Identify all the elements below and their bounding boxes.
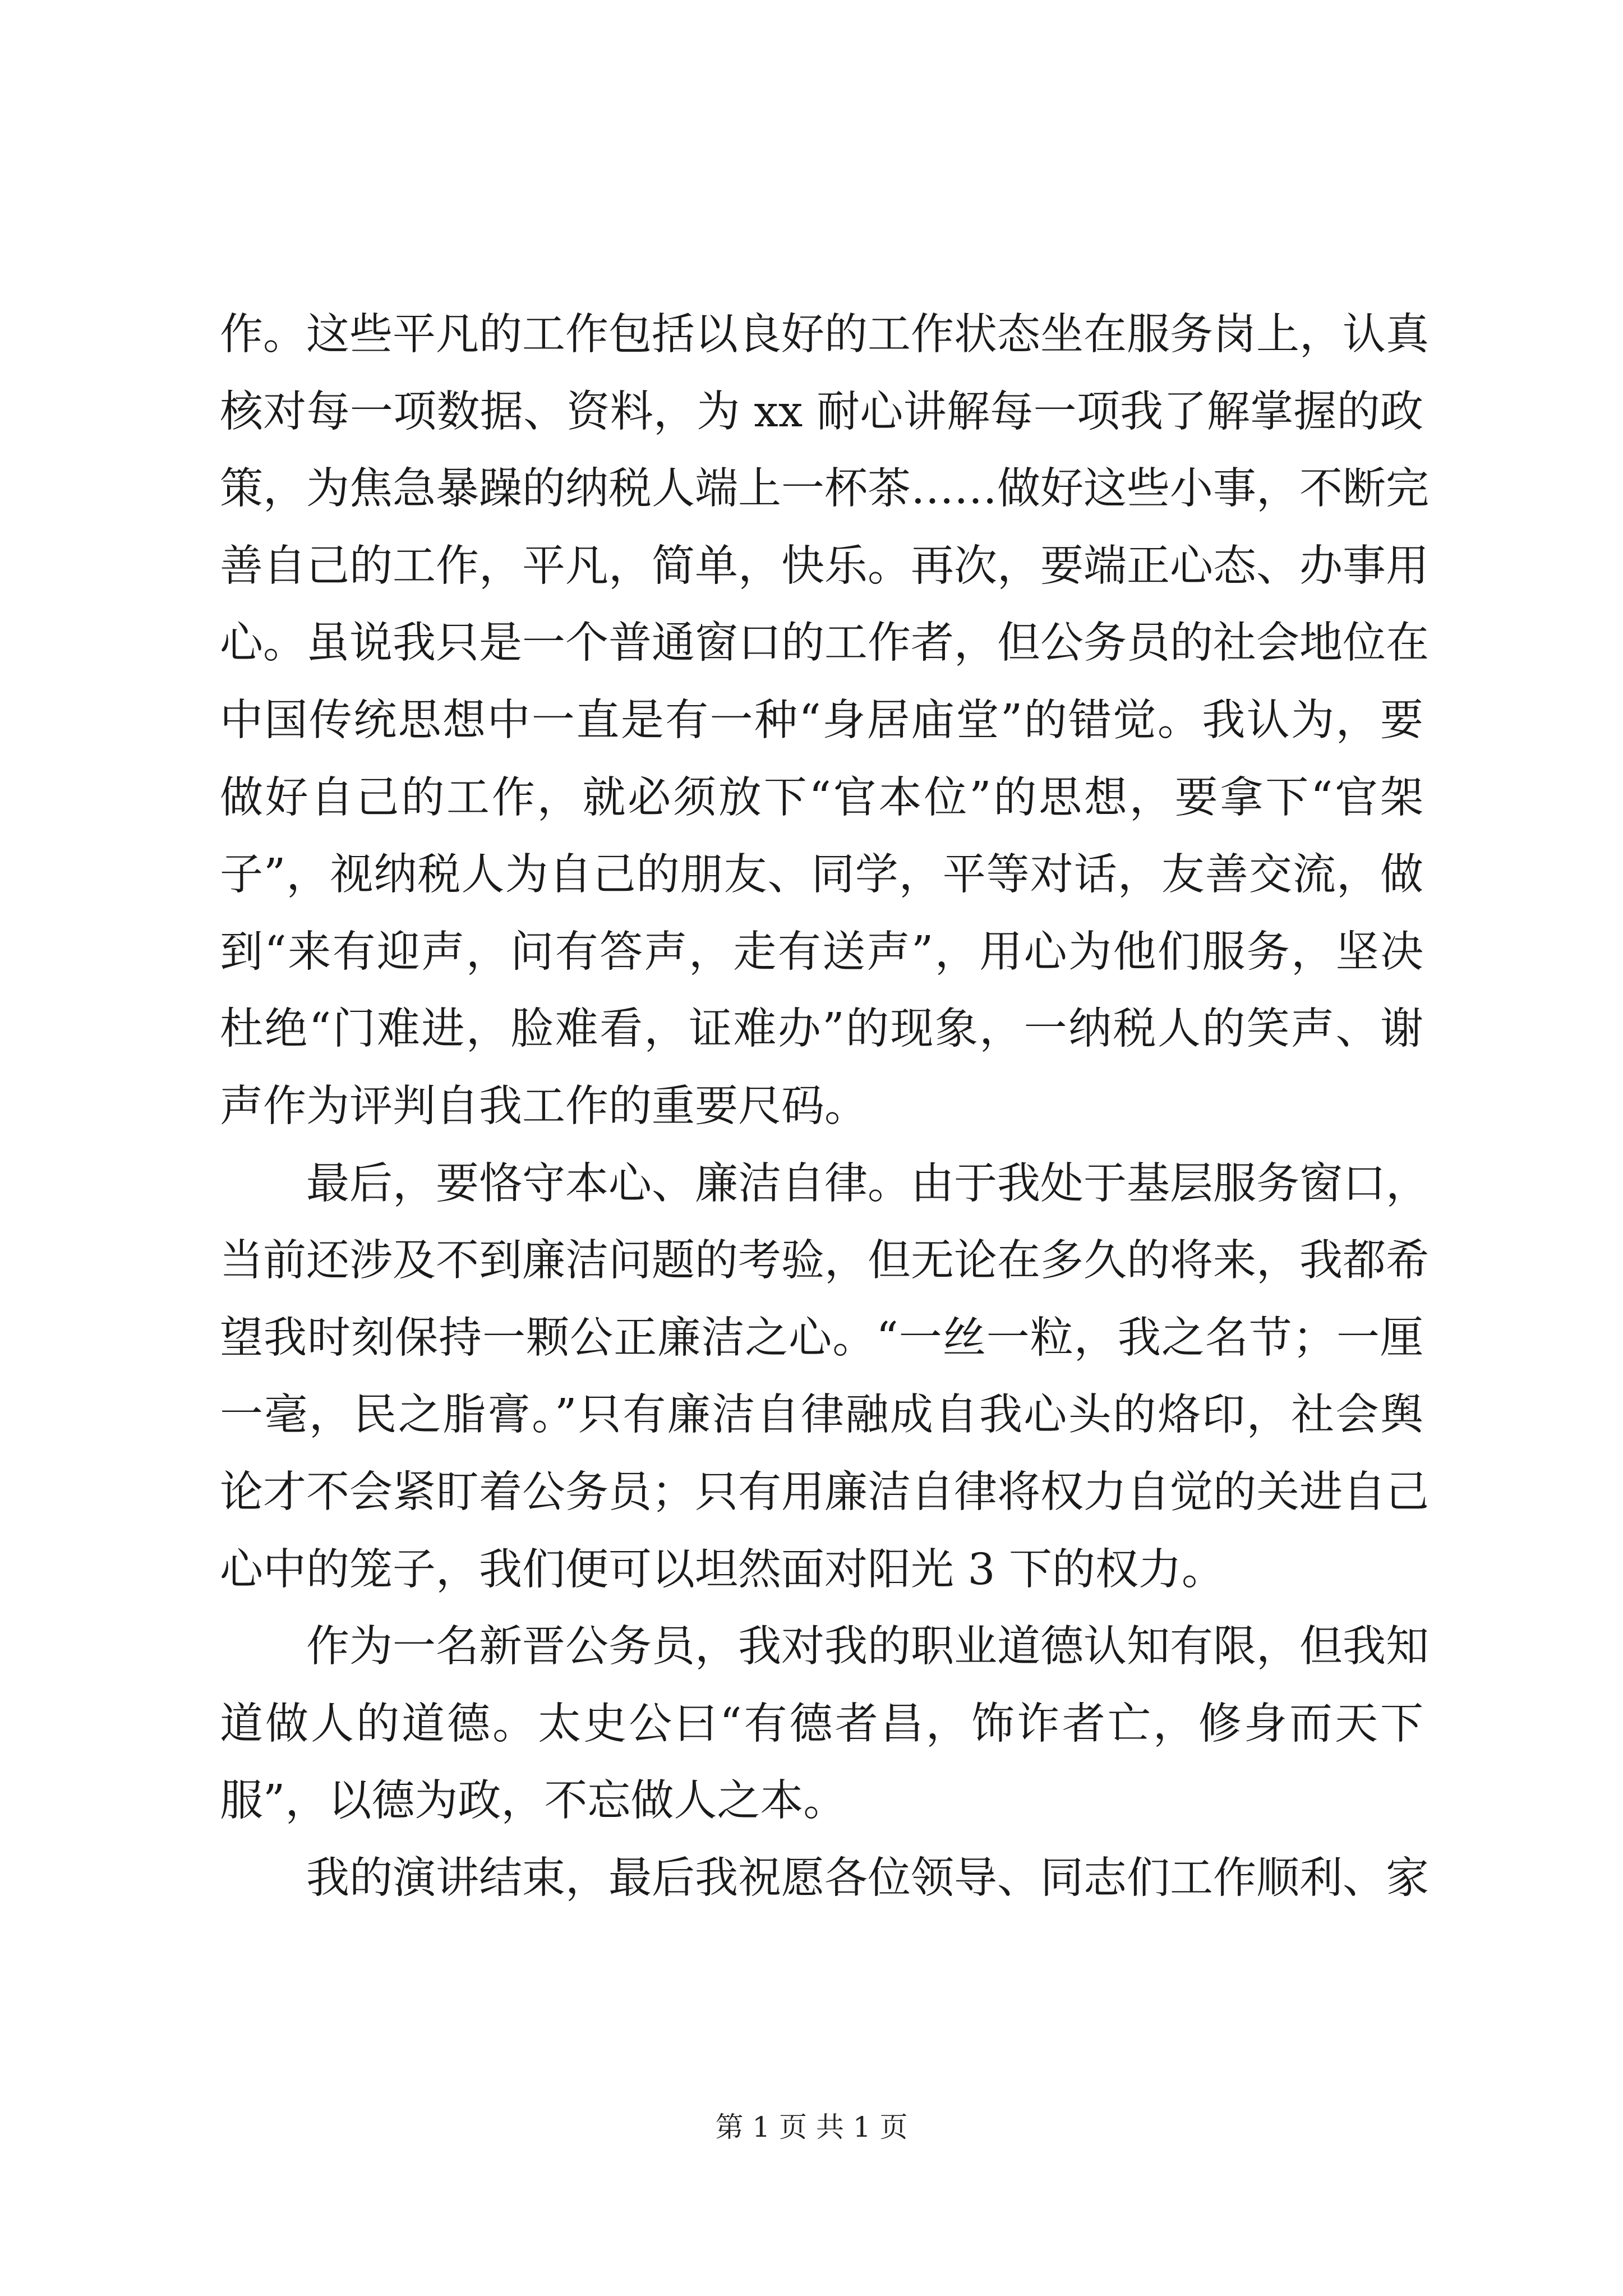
- text-line: 望我时刻保持一颗公正廉洁之心。“一丝一粒，我之名节；一厘: [220, 1313, 1423, 1363]
- text-line: 心中的笼子，我们便可以坦然面对阳光 3 下的权力。: [220, 1544, 1225, 1595]
- paragraph-first-line: 最后，要恪守本心、廉洁自律。由于我处于基层服务窗口，: [306, 1158, 1429, 1209]
- text-line: 策，为焦急暴躁的纳税人端上一杯茶……做好这些小事，不断完: [220, 464, 1429, 514]
- document-body: [220, 296, 1429, 1917]
- text-line: 做好自己的工作，就必须放下“官本位”的思想，要拿下“官架: [220, 772, 1423, 823]
- text-line: 一毫，民之脂膏。”只有廉洁自律融成自我心头的烙印，社会舆: [220, 1390, 1423, 1441]
- page-footer: 第 1 页 共 1 页: [715, 2111, 908, 2143]
- text-line: 道做人的道德。太史公曰“有德者昌，饰诈者亡，修身而天下: [220, 1699, 1423, 1749]
- text-line: 当前还涉及不到廉洁问题的考验，但无论在多久的将来，我都希: [220, 1236, 1429, 1286]
- text-line: 服”，以德为政，不忘做人之本。: [220, 1776, 847, 1826]
- text-line: 到“来有迎声，问有答声，走有送声”，用心为他们服务，坚决: [220, 927, 1423, 977]
- paragraph-first-line: 我的演讲结束，最后我祝愿各位领导、同志们工作顺利、家: [306, 1853, 1429, 1903]
- text-line: 核对每一项数据、资料，为 xx 耐心讲解每一项我了解掌握的政: [220, 386, 1423, 437]
- paragraph-first-line: 作为一名新晋公务员，我对我的职业道德认知有限，但我知: [306, 1622, 1429, 1672]
- text-line: 作。这些平凡的工作包括以良好的工作状态坐在服务岗上，认真: [220, 310, 1429, 360]
- text-line: 心。虽说我只是一个普通窗口的工作者，但公务员的社会地位在: [220, 618, 1429, 669]
- text-line: 子”，视纳税人为自己的朋友、同学，平等对话，友善交流，做: [220, 850, 1423, 900]
- text-line: 善自己的工作，平凡，简单，快乐。再次，要端正心态、办事用: [220, 541, 1429, 591]
- text-line: 中国传统思想中一直是有一种“身居庙堂”的错觉。我认为，要: [220, 695, 1423, 746]
- text-line: 杜绝“门难进，脸难看，证难办”的现象，一纳税人的笑声、谢: [220, 1004, 1423, 1055]
- text-line: 论才不会紧盯着公务员；只有用廉洁自律将权力自觉的关进自己: [220, 1467, 1429, 1517]
- text-line: 声作为评判自我工作的重要尺码。: [220, 1081, 868, 1131]
